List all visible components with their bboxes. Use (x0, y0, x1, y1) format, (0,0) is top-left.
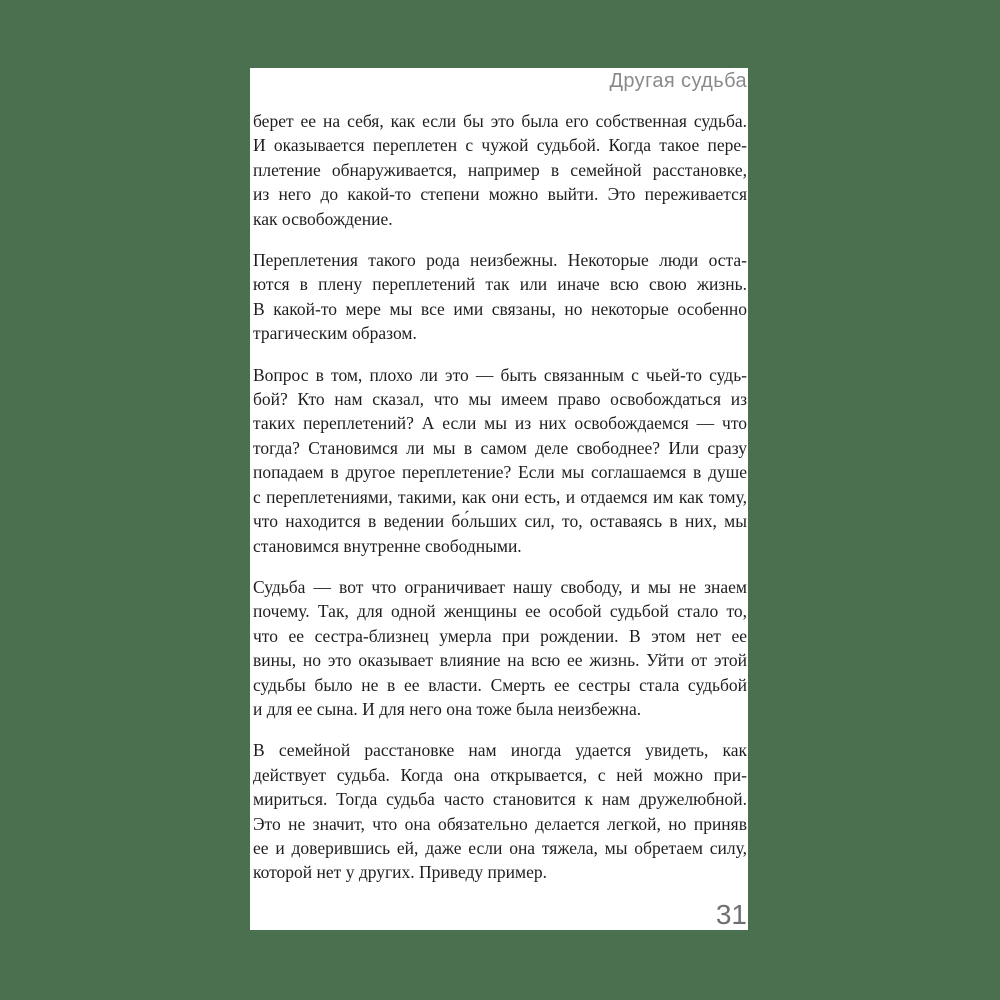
text-line: что находится в ведении бо́льших сил, то, оставаясь в них, мы (253, 511, 747, 532)
text-line: из него до какой-то степени можно выйти. Это переживается (253, 184, 747, 205)
text-line: становимся внутренне свободными. (253, 535, 522, 556)
text-line: тогда? Становимся ли мы в самом деле свободнее? Или сразу (253, 437, 747, 458)
text-line: Судьба — вот что ограничивает нашу свободу, и мы не знаем (253, 576, 747, 597)
text-line: и для ее сына. И для него она тоже была неизбежна. (253, 698, 642, 719)
text-line: трагическим образом. (253, 323, 417, 344)
text-line: плетение обнаруживается, например в семейной расстановке, (253, 159, 747, 180)
text-line: В какой-то мере мы все ими связаны, но некоторые особенно (253, 298, 747, 319)
text-line: почему. Так, для одной женщины ее особой судьбой стало то, (253, 601, 747, 622)
text-line: действует судьба. Когда она открывается, с ней можно при- (253, 764, 747, 785)
paragraph (253, 363, 747, 558)
text-line: как освобождение. (253, 208, 393, 229)
text-line: берет ее на себя, как если бы это была его собственная судьба. (253, 111, 747, 131)
text-line: ются в плену переплетений так или иначе всю свою жизнь. (253, 274, 747, 295)
text-line: что ее сестра-близнец умерла при рождении. В этом нет ее (253, 625, 747, 646)
text-line: с переплетениями, такими, как они есть, и отдаемся им как тому, (253, 486, 747, 507)
text-line: попадаем в другое переплетение? Если мы соглашаемся в душе (253, 462, 747, 483)
running-header: Другая судьба (609, 70, 747, 92)
page-number: 31 (715, 899, 747, 930)
text-line: И оказывается переплетен с чужой судьбой. Когда такое пере- (253, 135, 747, 156)
text-line: Вопрос в том, плохо ли это — быть связанным с чьей-то судь- (253, 364, 747, 385)
text-line: судьбы было не в ее власти. Смерть ее сестры стала судьбой (253, 674, 747, 695)
text-line: бой? Кто нам сказал, что мы имеем право освобождаться из (253, 389, 747, 410)
paragraph (253, 248, 747, 346)
text-line: вины, но это оказывает влияние на всю ее жизнь. Уйти от этой (253, 650, 747, 671)
book-page[interactable] (250, 68, 748, 930)
body-text (253, 109, 747, 902)
paragraph (253, 738, 747, 884)
text-line: Это не значит, что она обязательно делается легкой, но приняв (253, 813, 747, 834)
paragraph (253, 109, 747, 231)
text-line: В семейной расстановке нам иногда удается увидеть, как (253, 740, 747, 761)
text-line: ее и доверившись ей, даже если она тяжела, мы обретаем силу, (253, 837, 747, 858)
text-line: мириться. Тогда судьба часто становится к нам дружелюбной. (253, 789, 747, 810)
text-line: таких переплетений? А если мы из них освобождаемся — что (253, 413, 747, 434)
paragraph (253, 575, 747, 721)
text-line: Переплетения такого рода неизбежны. Некоторые люди оста- (253, 250, 747, 271)
text-line: которой нет у других. Приведу пример. (253, 862, 547, 883)
